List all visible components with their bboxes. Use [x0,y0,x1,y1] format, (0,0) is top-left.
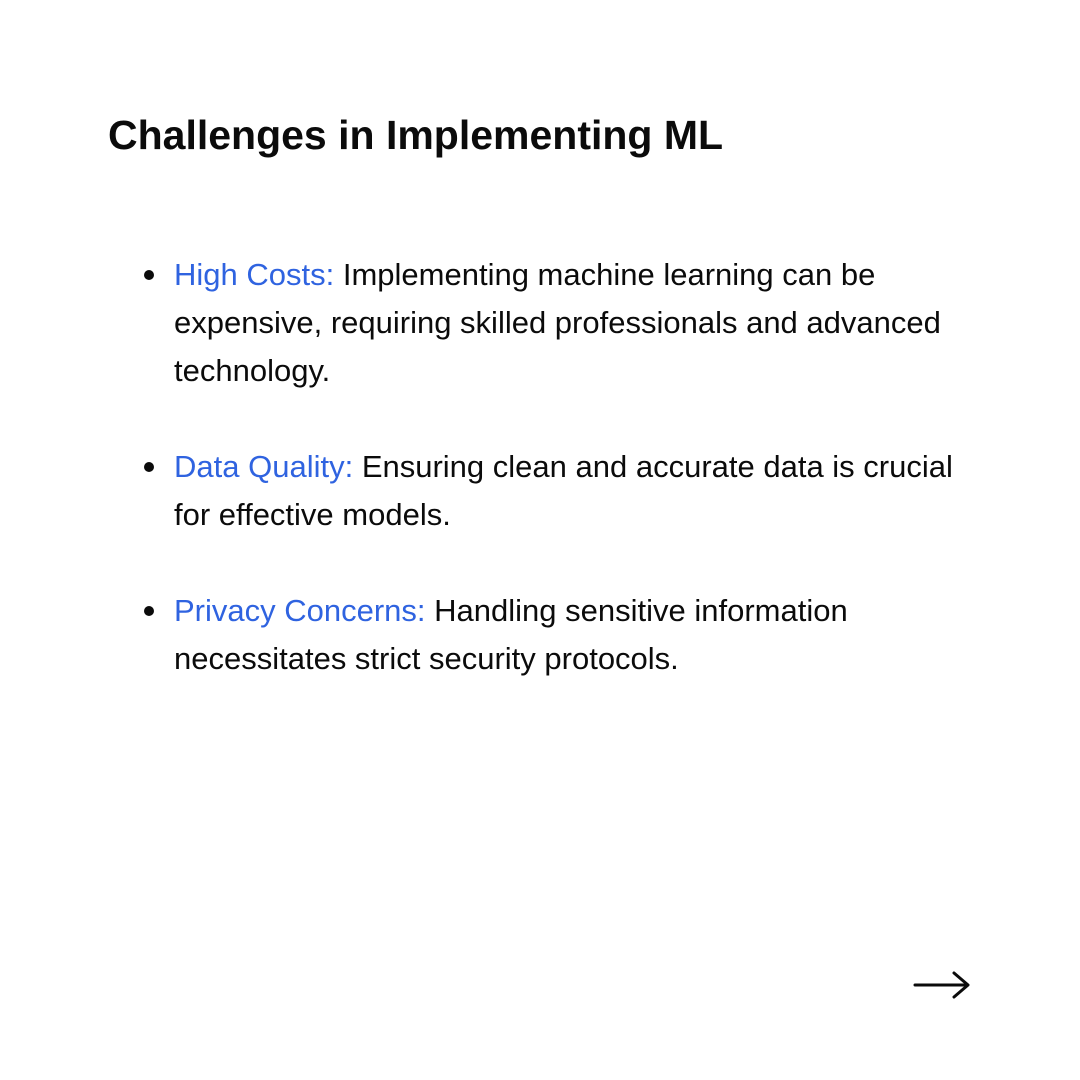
bullet-icon [144,606,154,616]
bullet-label: High Costs: [174,257,335,292]
bullet-icon [144,270,154,280]
page-title: Challenges in Implementing ML [108,112,724,158]
arrow-right-icon[interactable] [912,968,972,1002]
bullet-text: Ensuring clean and accurate data is crucial for effective models. [174,449,953,532]
arrow-right-glyph [912,968,972,1002]
bullet-text: Handling sensitive information necessitates strict security protocols. [174,593,848,676]
list-item [174,443,974,539]
bullet-list [174,251,974,731]
list-item [174,251,974,395]
bullet-label: Privacy Concerns: [174,593,426,628]
bullet-label: Data Quality: [174,449,354,484]
bullet-icon [144,462,154,472]
list-item [174,587,974,683]
bullet-text: Implementing machine learning can be expensive, requiring skilled professionals and advanced technology. [174,257,941,388]
